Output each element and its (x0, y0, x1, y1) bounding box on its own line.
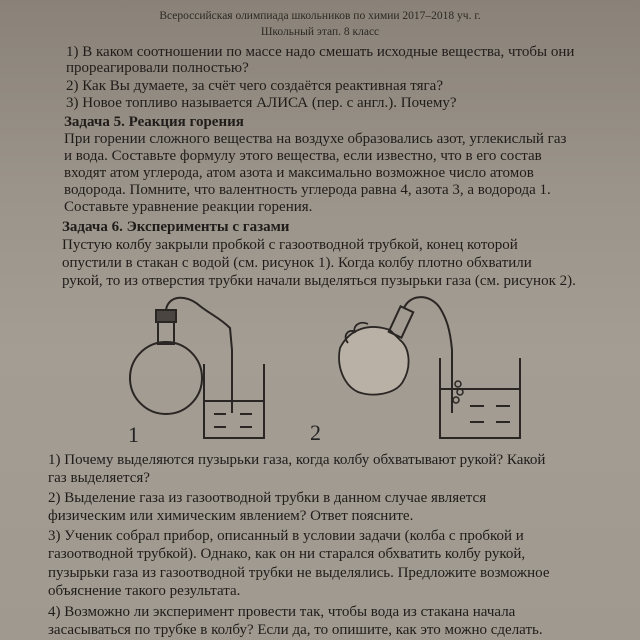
header-line-2: Школьный этап. 8 класс (260, 26, 380, 38)
task5-line: входят атом углерода, атом азота и максимально возможное число атомов (64, 165, 534, 181)
task5-line: и вода. Составьте формулу этого вещества, если известно, что в его состав (64, 148, 542, 164)
task6-question-line: засасываться по трубке в колбу? Если да, то опишите, как это можно сделать. (48, 622, 543, 638)
task6-question-line: 1) Почему выделяются пузырьки газа, когда колбу обхватывают рукой? Какой (48, 452, 546, 468)
task4-question-line: прореагировали полностью? (66, 60, 249, 76)
task4-question-line: 1) В каком соотношении по массе надо смешать исходные вещества, чтобы они (66, 44, 575, 60)
task6-question-line: объяснение такого результата. (48, 583, 241, 599)
flask-figure-1 (130, 298, 232, 414)
task5-line: водорода. Помните, что валентность углерода равна 4, азота 3, а водорода 1. (64, 182, 551, 198)
figure-label-1: 1 (128, 422, 139, 447)
task6-line: опустили в стакан с водой (см. рисунок 1). Когда колбу плотно обхватили (62, 255, 532, 271)
task6-question-line: физическим или химическим явлением? Ответ поясните. (48, 508, 414, 524)
task6-question-line: газоотводной трубкой). Однако, как он ни старался обхватить колбу рукой, (48, 546, 526, 562)
hand-icon (339, 323, 409, 395)
task6-question-line: 3) Ученик собрал прибор, описанный в условии задачи (колба с пробкой и (48, 528, 524, 544)
task6-question-line: газ выделяется? (48, 470, 150, 486)
task6-line: Пустую колбу закрыли пробкой с газоотводной трубкой, конец которой (62, 237, 518, 253)
task6-question-line: 4) Возможно ли эксперимент провести так, чтобы вода из стакана начала (48, 604, 516, 620)
task5-line: При горении сложного вещества на воздухе образовались азот, углекислый газ (64, 131, 567, 147)
task4-question-line: 2) Как Вы думаете, за счёт чего создаётся реактивная тяга? (66, 78, 443, 94)
task6-question-line: 2) Выделение газа из газоотводной трубки в данном случае является (48, 490, 487, 506)
task6-title: Задача 6. Эксперименты с газами (62, 219, 290, 235)
task6-line: рукой, то из отверстия трубки начали выделяться пузырьки газа (см. рисунок 2). (62, 273, 576, 289)
task5-title: Задача 5. Реакция горения (64, 114, 244, 130)
task5-line: Составьте уравнение реакции горения. (64, 199, 313, 215)
task6-question-line: пузырьки газа из газоотводной трубки не выделялись. Предложите возможное (48, 565, 550, 581)
figure-label-2: 2 (310, 420, 321, 445)
task4-question-line: 3) Новое топливо называется АЛИСА (пер. с англ.). Почему? (66, 95, 457, 111)
gas-bubbles (453, 381, 463, 403)
header-line-1: Всероссийская олимпиада школьников по химии 2017–2018 уч. г. (159, 10, 481, 22)
beaker-figure-1 (204, 364, 264, 438)
